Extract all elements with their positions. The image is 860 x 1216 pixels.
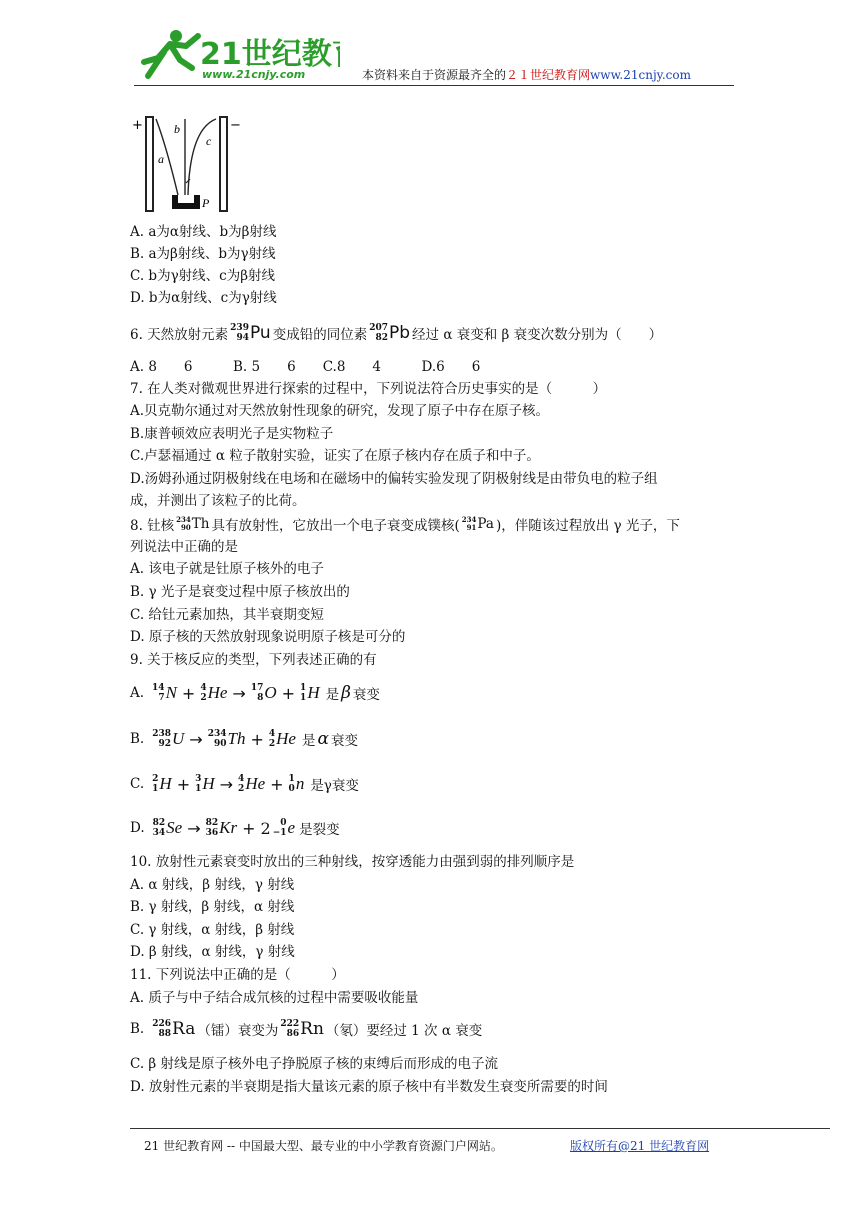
svg-text:www.21cnjy.com: www.21cnjy.com <box>202 68 306 81</box>
q7-option-d: D.汤姆孙通过阴极射线在电场和在磁场中的偏转实验发现了阴极射线是由带负电的粒子组 <box>130 471 658 487</box>
pb-nuclide: 207 82 Pb <box>369 323 411 343</box>
footer-divider <box>130 1128 830 1129</box>
svg-text:b: b <box>174 122 180 136</box>
q8-option-a: A. 该电子就是钍原子核外的电子 <box>130 561 324 577</box>
svg-text:P: P <box>202 196 210 210</box>
q9-option-a: A. 14 7 N + 4 2 He → 17 8 O + 1 1 H 是 β 衰变 <box>130 683 380 703</box>
q8-option-b: B. γ 光子是衰变过程中原子核放出的 <box>130 584 350 600</box>
q11-option-a: A. 质子与中子结合成氘核的过程中需要吸收能量 <box>130 990 419 1006</box>
q11-option-b: B. 226 88 Ra （镭）衰变为 222 86 Rn （氡）要经过 1 次 α 衰变 <box>130 1019 483 1039</box>
q7-option-b: B.康普顿效应表明光子是实物粒子 <box>130 426 334 442</box>
q7-option-a: A.贝克勒尔通过对天然放射性现象的研究，发现了原子中存在原子核。 <box>130 403 550 419</box>
q9-option-c: C. 2 1 H + 3 1 H → 4 2 He + 1 0 n 是γ衰变 <box>130 774 359 794</box>
site-logo <box>140 28 340 84</box>
footer-text: 21 世纪教育网 -- 中国最大型、最专业的中小学教育资源门户网站。 <box>144 1139 503 1153</box>
header-source-text: 本资料来自于资源最齐全的２１世纪教育网www.21cnjy.com <box>362 68 691 82</box>
q8-stem: 8. 钍核 234 90 Th 具有放射性，它放出一个电子衰变成镤核( 234 91 Pa )，伴随该过程放出 γ 光子，下 <box>130 515 680 534</box>
q9-option-b: B. 238 92 U → 234 90 Th + 4 2 He 是 α 衰变 <box>130 729 358 749</box>
q7-stem: 7. 在人类对微观世界进行探索的过程中，下列说法符合历史事实的是（ ） <box>130 381 607 397</box>
q6-options: A. 8 6 B. 5 6 C.8 4 D.6 6 <box>130 359 481 375</box>
svg-text:+: + <box>132 118 143 133</box>
logo-21: 21世纪教 <box>200 37 332 72</box>
q10-option-a: A. α 射线，β 射线，γ 射线 <box>130 877 295 893</box>
q6-stem: 6. 天然放射元素 239 94 Pu 变成铅的同位素 207 82 Pb 经过 α 衰变和 β 衰变次数分别为（ ） <box>130 323 663 343</box>
q5-option-c: C. b为γ射线、c为β射线 <box>130 268 276 284</box>
q10-stem: 10. 放射性元素衰变时放出的三种射线，按穿透能力由强到弱的排列顺序是 <box>130 854 575 870</box>
q9-option-d: D. 82 34 Se → 82 36 Kr + 2 0 −1 e 是裂变 <box>130 818 340 838</box>
q10-option-d: D. β 射线，α 射线，γ 射线 <box>130 944 295 960</box>
pa-nuclide: 234 91 Pa <box>461 515 494 532</box>
th-nuclide: 234 90 Th <box>176 515 210 532</box>
pu-nuclide: 239 94 Pu <box>230 323 271 343</box>
header-divider <box>134 85 734 86</box>
q11-option-d: D. 放射性元素的半衰期是指大量该元素的原子核中有半数发生衰变所需要的时间 <box>130 1079 608 1095</box>
rn-nuclide: 222 86 Rn <box>280 1019 324 1039</box>
q11-stem: 11. 下列说法中正确的是（ ） <box>130 967 345 983</box>
q9-stem: 9. 关于核反应的类型，下列表述正确的有 <box>130 652 377 668</box>
q10-option-b: B. γ 射线，β 射线，α 射线 <box>130 899 295 915</box>
header-url-link[interactable]: www.21cnjy.com <box>590 68 691 82</box>
footer-copyright-link[interactable]: 版权所有@21 世纪教育网 <box>570 1139 710 1153</box>
q5-option-b: B. a为β射线、b为γ射线 <box>130 246 276 262</box>
q11-option-c: C. β 射线是原子核外电子挣脱原子核的束缚后而形成的电子流 <box>130 1056 499 1072</box>
q10-option-c: C. γ 射线，α 射线，β 射线 <box>130 922 295 938</box>
q8-stem-cont: 列说法中正确的是 <box>130 539 238 555</box>
ra-nuclide: 226 88 Ra <box>152 1019 196 1039</box>
radiation-deflection-figure <box>130 115 245 215</box>
q7-option-d-cont: 成，并测出了该粒子的比荷。 <box>130 493 306 509</box>
q8-option-d: D. 原子核的天然放射现象说明原子核是可分的 <box>130 629 406 645</box>
q8-option-c: C. 给钍元素加热，其半衰期变短 <box>130 607 324 623</box>
q5-option-d: D. b为α射线、c为γ射线 <box>130 290 277 306</box>
q7-option-c: C.卢瑟福通过 α 粒子散射实验，证实了在原子核内存在质子和中子。 <box>130 448 540 464</box>
q5-option-a: A. a为α射线、b为β射线 <box>130 224 277 240</box>
svg-text:a: a <box>158 152 164 166</box>
svg-text:−: − <box>230 118 241 133</box>
header-site-name: ２１世纪教育网 <box>506 68 591 82</box>
svg-text:c: c <box>206 134 212 148</box>
